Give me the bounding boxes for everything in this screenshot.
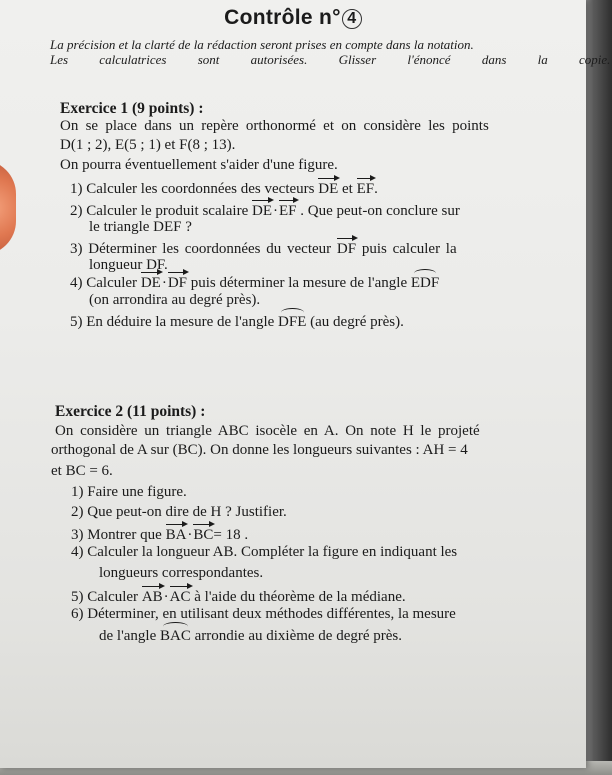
ex1-question-3-cont: longueur DF. [89, 257, 168, 273]
ex1-q5-text: 5) En déduire la mesure de l'angle [70, 314, 275, 330]
ex2-question-2: 2) Que peut-on dire de H ? Justifier. [71, 504, 287, 520]
dot-operator: · [273, 203, 279, 219]
ex1-q3-text: 3) Déterminer les coordonnées du vecteur [70, 241, 332, 257]
exercise-2-line-1: On considère un triangle ABC isocèle en A. On note H le projeté [55, 423, 480, 439]
vector-ab: AB [142, 586, 163, 605]
vector-de: DE [252, 200, 272, 219]
ex1-question-1 [70, 178, 378, 198]
dot-operator: · [187, 527, 193, 543]
ex1-q1-text: 1) Calculer les coordonnées des vecteurs [70, 181, 315, 197]
ex1-q2-text-b: . Que peut-on conclure sur [300, 203, 460, 219]
ex1-q3-text-b: puis calculer la [361, 241, 457, 257]
ex2-q5-text-b: à l'aide du théorème de la médiane. [194, 589, 406, 605]
angle-edf: EDF [411, 272, 439, 291]
vector-ef: EF [279, 200, 297, 219]
ex1-q1-and: et [342, 181, 353, 197]
angle-bac: BAC [160, 625, 191, 644]
vector-df: DF [168, 272, 187, 291]
ex2-question-1: 1) Faire une figure. [71, 484, 187, 500]
ex1-question-2-cont: le triangle DEF ? [89, 219, 192, 235]
ex2-question-4: 4) Calculer la longueur AB. Compléter la figure en indiquant les [71, 544, 458, 560]
vector-ef: EF [357, 178, 375, 197]
ex1-q4-text-b: puis déterminer la mesure de l'angle [190, 275, 408, 291]
title-text: Contrôle n° [224, 6, 341, 29]
vector-bc: BC [193, 524, 213, 543]
ex2-q6-text-b: arrondie au dixième de degré près. [194, 628, 403, 644]
intro-line-2: Les calculatrices sont autorisées. Glisser l'énoncé dans la copie. [50, 52, 611, 67]
vector-df: DF [337, 238, 356, 257]
ex2-q6-text: de l'angle [99, 628, 157, 644]
ex2-q3-text: 3) Montrer que [71, 527, 162, 543]
page-title [0, 6, 586, 30]
ex1-question-3 [70, 238, 457, 258]
ex1-question-4-cont: (on arrondira au degré près). [89, 292, 261, 308]
title-number: 4 [342, 9, 362, 29]
ex1-question-2 [70, 200, 460, 220]
intro-line-1: La précision et la clarté de la rédaction seront prises en compte dans la notation. [50, 37, 474, 52]
vector-ba: BA [166, 524, 187, 543]
ex2-question-6: 6) Déterminer, en utilisant deux méthodes différentes, la mesure [71, 606, 456, 622]
ex1-q4-text: 4) Calculer [70, 275, 138, 291]
exercise-2-title: Exercice 2 (11 points) : [55, 403, 206, 420]
exercise-2-line-2: orthogonal de A sur (BC). On donne les longueurs suivantes : AH = 4 [51, 442, 468, 458]
ex1-question-5 [70, 311, 404, 331]
dot-operator: · [163, 589, 169, 605]
angle-dfe: DFE [278, 311, 306, 330]
ex2-q3-result: = 18 . [213, 527, 249, 543]
exercise-1-title: Exercice 1 (9 points) : [60, 100, 204, 117]
ex1-question-4 [70, 272, 439, 292]
vector-de: DE [318, 178, 338, 197]
ex2-question-6-cont [99, 625, 402, 645]
exercise-1-points: D(1 ; 2), E(5 ; 1) et F(8 ; 13). [60, 137, 236, 153]
ex2-question-5 [71, 586, 406, 606]
exercise-2-line-3: et BC = 6. [51, 463, 113, 479]
exercise-1-hint: On pourra éventuellement s'aider d'une figure. [60, 157, 338, 173]
vector-de: DE [141, 272, 161, 291]
ex2-question-4-cont: longueurs correspondantes. [99, 565, 264, 581]
exercise-1-line-1: On se place dans un repère orthonormé et on considère les points [60, 118, 489, 134]
ex2-question-3 [71, 524, 248, 544]
dot-operator: · [161, 275, 167, 291]
ex1-q1-end: . [374, 181, 378, 197]
ex1-q2-text: 2) Calculer le produit scalaire [70, 203, 249, 219]
ex1-q5-text-b: (au degré près). [310, 314, 404, 330]
ex2-q5-text: 5) Calculer [71, 589, 139, 605]
vector-ac: AC [170, 586, 191, 605]
